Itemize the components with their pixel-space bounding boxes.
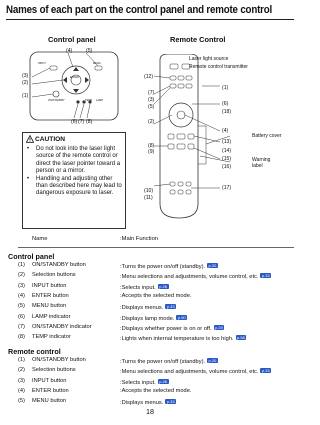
rc-callout-2: (2) [148, 119, 155, 125]
page-ref-badge[interactable]: p.20 [208, 357, 217, 363]
on-indicator [76, 100, 79, 103]
remote-control-heading: Remote Control [170, 35, 226, 44]
row-number: (5) [18, 398, 25, 405]
row-name: Selection buttons [32, 367, 76, 374]
row-number: (8) [18, 334, 25, 341]
cp-callout-1: (1) [22, 93, 29, 99]
battery-cover-label: Battery cover [252, 133, 282, 139]
rc-callout-11: (11) [144, 195, 153, 201]
cp-callout-5: (5) [86, 48, 93, 54]
row-name: Selection buttons [32, 272, 76, 279]
cp-callout-4: (4) [66, 48, 73, 54]
on-standby-button-shape [53, 91, 59, 97]
rc-callout-15: (15) [222, 156, 232, 162]
row-function: :Menu selections and adjustments, volume control, etc. p.33 [120, 368, 270, 376]
rc-callout-5: (5) [148, 104, 155, 110]
row-function: :Lights when internal temperature is too high. p.58 [120, 335, 245, 343]
page-number: 18 [146, 407, 154, 416]
rc-callout-3: (3) [148, 97, 155, 103]
row-number: (3) [18, 282, 25, 289]
input-button-shape [50, 66, 57, 70]
remote-control-diagram [140, 54, 260, 220]
rc-callout-7: (7) [148, 90, 155, 96]
column-header-name: Name [32, 236, 48, 242]
rc-callout-17: (17) [222, 185, 232, 191]
cp-callout-8: (8) [86, 119, 93, 125]
panel-label-temp: TEMP [85, 99, 93, 102]
panel-label-input: INPUT [38, 62, 46, 65]
rc-callout-4: (4) [222, 128, 229, 134]
page-ref-badge[interactable]: p.26 [159, 378, 168, 384]
rc-callout-8: (8) [148, 143, 155, 149]
page-ref-badge[interactable]: p.50 [177, 314, 186, 320]
rc-callout-10: (10) [144, 188, 154, 194]
rc-callout-6: (6) [222, 101, 229, 107]
caution-list [26, 146, 122, 198]
row-number: (4) [18, 292, 25, 299]
header-divider [18, 247, 294, 248]
caution-title: CAUTION [35, 136, 66, 143]
cp-callout-7: (7) [78, 119, 85, 125]
row-function: :Accepts the selected mode. [120, 387, 192, 394]
panel-label-lamp: LAMP [96, 99, 104, 102]
row-function: :Menu selections and adjustments, volume control, etc. p.33 [120, 273, 270, 281]
row-function: :Displays menus. p.33 [120, 399, 175, 407]
row-function: :Accepts the selected mode. [120, 292, 192, 299]
panel-label-on-standby: ON/STANDBY [48, 99, 65, 102]
rc-callout-1: (1) [222, 85, 229, 91]
rc-callout-9: (9) [148, 149, 155, 155]
rc-callout-12: (12) [144, 74, 154, 80]
row-number: (1) [18, 262, 25, 268]
rc-callout-14: (14) [222, 148, 232, 154]
page-ref-badge[interactable]: p.20 [208, 263, 217, 268]
page-ref-badge[interactable]: p.26 [159, 283, 168, 289]
row-number: (2) [18, 367, 25, 374]
row-number: (7) [18, 323, 25, 330]
page-ref-badge[interactable]: p.33 [166, 304, 175, 310]
top-button-a [170, 64, 178, 69]
row-function: :Selects input. p.26 [120, 378, 168, 386]
control-panel-diagram [18, 46, 126, 128]
cp-callout-2: (2) [22, 80, 29, 86]
row-name: LAMP indicator [32, 313, 71, 320]
row-name: ENTER button [32, 387, 69, 394]
panel-label-menu: MENU [93, 62, 101, 65]
page-ref-badge[interactable]: p.33 [261, 273, 270, 279]
warning-label-label: Warning label [252, 157, 271, 169]
row-name: INPUT button [32, 377, 67, 384]
row-function: :Displays whether power is on or off. p.20 [120, 324, 223, 332]
row-function: :Turns the power on/off (standby). p.20 [120, 357, 217, 365]
row-name: INPUT button [32, 282, 67, 289]
page-ref-badge[interactable]: p.58 [237, 335, 245, 341]
rc-callout-13: (13) [222, 139, 232, 145]
row-name: MENU button [32, 398, 67, 405]
row-number: (2) [18, 272, 25, 279]
battery-cover-outline [198, 126, 206, 164]
section-heading: Remote control [8, 346, 61, 356]
row-name: ON/STANDBY button [32, 262, 86, 268]
warning-triangle-icon [26, 135, 34, 143]
row-name: TEMP indicator [32, 334, 71, 341]
row-number: (5) [18, 303, 25, 310]
row-name: ON/STANDBY indicator [32, 323, 92, 330]
row-function: :Turns the power on/off (standby). p.20 [120, 263, 217, 270]
control-panel-heading: Control panel [48, 35, 96, 44]
panel-label-enter: ENTER [70, 76, 79, 79]
page-title: Names of each part on the control panel and remote control [6, 4, 273, 16]
row-function: :Selects input. p.26 [120, 283, 168, 291]
row-name: ENTER button [32, 292, 69, 299]
menu-button-shape [95, 66, 102, 70]
row-number: (6) [18, 313, 25, 320]
row-function: :Displays lamp mode. p.50 [120, 314, 186, 322]
rc-callout-18: (18) [222, 109, 232, 115]
column-header-function: :Main Function [120, 236, 159, 242]
page-ref-badge[interactable]: p.33 [166, 399, 175, 405]
row-name: MENU button [32, 303, 67, 310]
section-heading: Control panel [8, 252, 55, 261]
row-number: (1) [18, 356, 25, 363]
caution-item: • Handling and adjusting other than described here may lead to dangerous exposure to laser. [27, 175, 122, 197]
row-number: (4) [18, 387, 25, 394]
caution-item: • Do not look into the laser light source of the remote control or direct the laser pointer toward a person or a mirror. [27, 146, 121, 175]
cp-callout-3: (3) [22, 73, 29, 79]
row-number: (3) [18, 377, 25, 384]
cp-callout-6: (6) [71, 119, 78, 125]
page-ref-badge[interactable]: p.20 [215, 324, 223, 330]
title-underline [6, 19, 294, 20]
laser-label: Laser light source [189, 56, 229, 62]
page-ref-badge[interactable]: p.33 [261, 368, 270, 374]
row-function: :Displays menus. p.33 [120, 304, 175, 312]
transmitter-label: Remote control transmitter [189, 64, 248, 70]
row-name: ON/STANDBY button [32, 356, 86, 363]
rc-callout-16: (16) [222, 164, 232, 170]
